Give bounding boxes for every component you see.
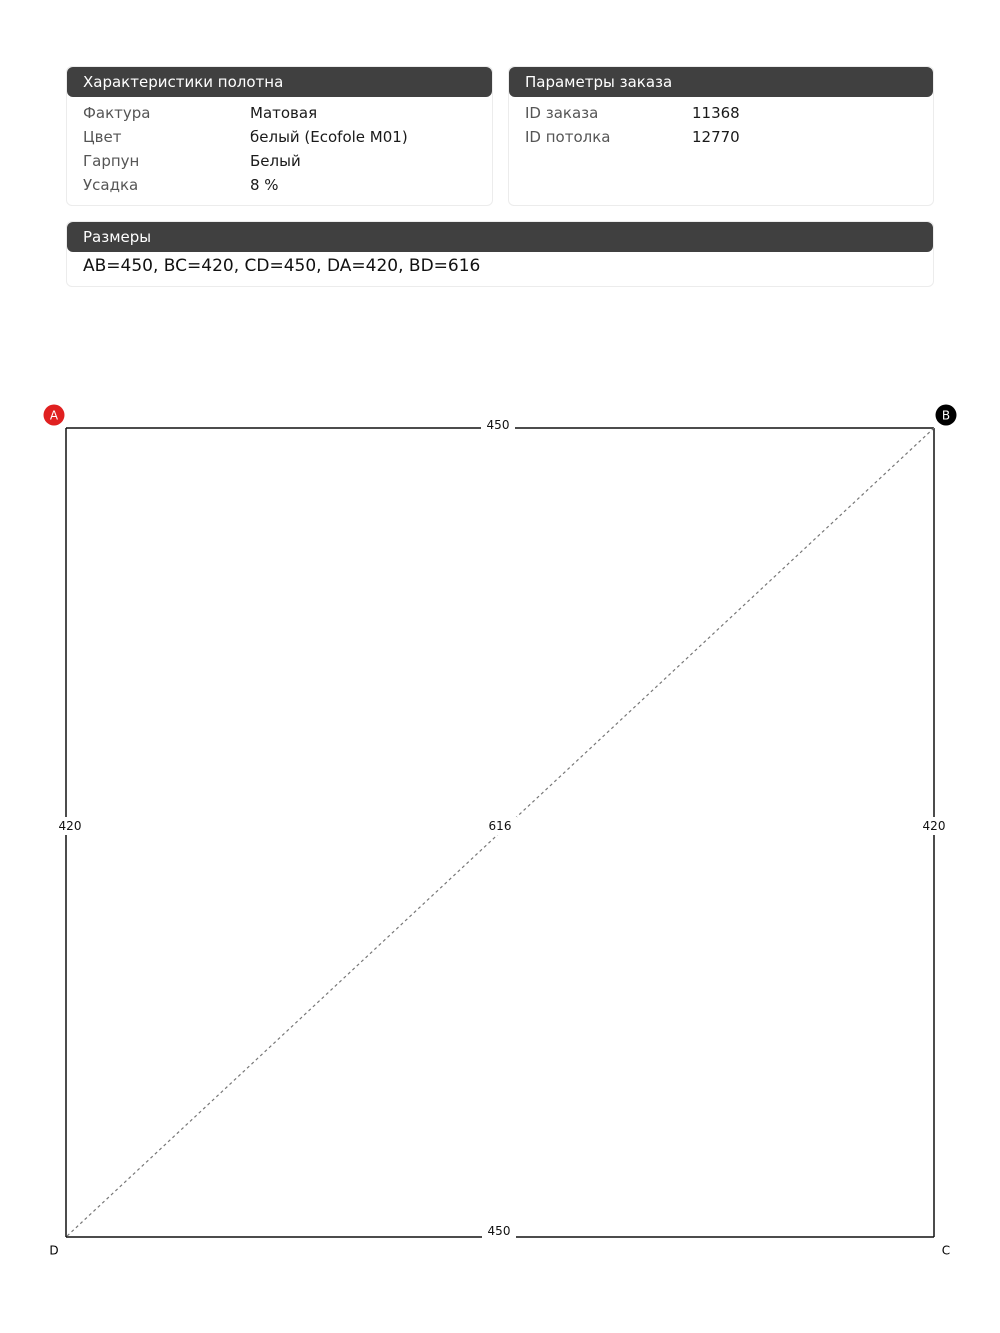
- vertex-b-label: B: [941, 408, 951, 423]
- vertex-a[interactable]: [44, 405, 65, 426]
- param-value: белый (Ecofole M01): [250, 128, 408, 146]
- edge-ab-length: 450: [486, 418, 510, 432]
- param-value: Белый: [250, 152, 301, 170]
- vertex-b[interactable]: [936, 405, 957, 426]
- order-label: ID заказа: [525, 104, 599, 122]
- vertex-c[interactable]: [936, 1240, 957, 1261]
- edge-da-length: 420: [58, 819, 82, 833]
- param-label: Гарпун: [83, 152, 140, 170]
- param-label: Цвет: [83, 128, 122, 146]
- order-parameters-title: Параметры заказа: [509, 67, 933, 97]
- param-label: Фактура: [83, 104, 151, 122]
- canvas-characteristics-title: Характеристики полотна: [67, 67, 492, 97]
- param-label: Усадка: [83, 176, 139, 194]
- order-value: 12770: [692, 128, 740, 146]
- param-value: Матовая: [250, 104, 318, 122]
- vertex-d[interactable]: [44, 1240, 65, 1261]
- edge-cd-length: 450: [487, 1224, 511, 1238]
- edge-bc-length: 420: [922, 819, 946, 833]
- vertex-d-label: D: [49, 1243, 59, 1258]
- vertex-c-label: C: [941, 1243, 951, 1258]
- dimensions-summary: AB=450, BC=420, CD=450, DA=420, BD=616: [83, 256, 481, 276]
- param-value: 8 %: [250, 176, 279, 194]
- diagonal-bd-length: 616: [488, 819, 512, 833]
- vertex-a-label: A: [49, 408, 59, 423]
- order-label: ID потолка: [525, 128, 611, 146]
- dimensions-title: Размеры: [67, 222, 933, 252]
- order-value: 11368: [692, 104, 740, 122]
